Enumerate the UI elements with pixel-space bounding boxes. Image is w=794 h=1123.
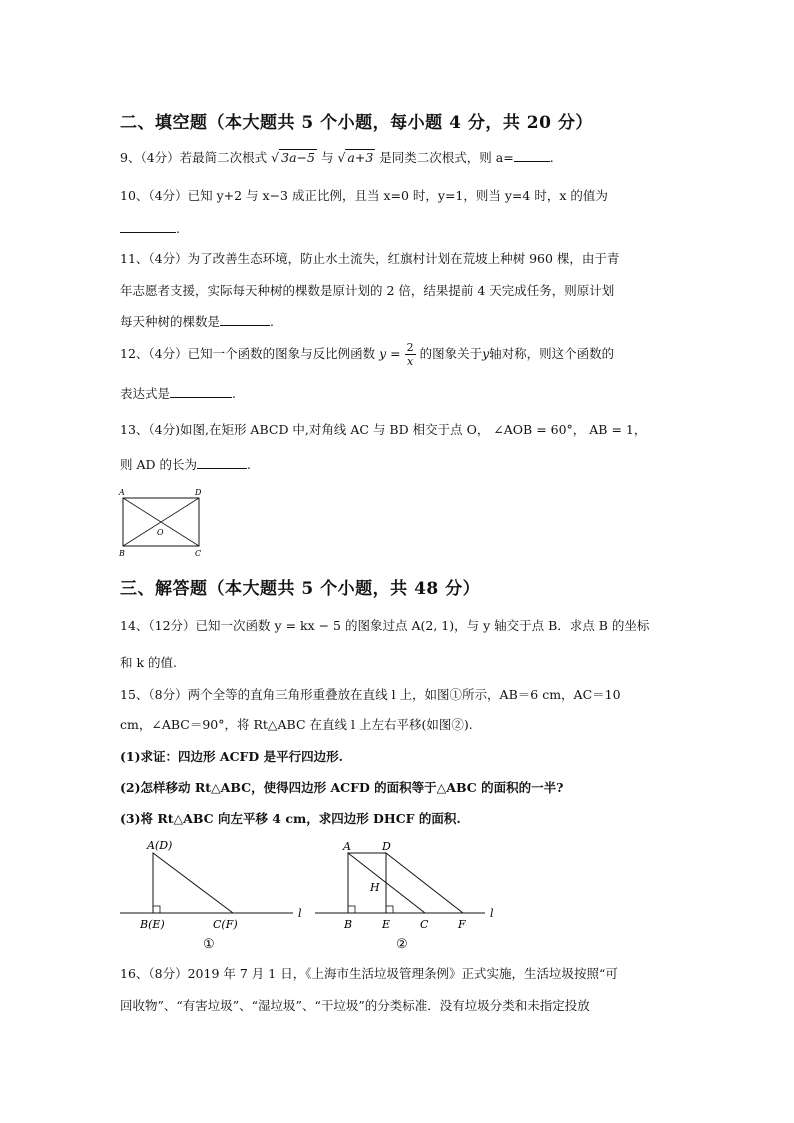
right-angle-mark-1 (153, 906, 160, 913)
q10-end: . (176, 221, 180, 236)
fraction-2-over-x (405, 341, 416, 368)
question-16-line-2: 回收物”、“有害垃圾”、“湿垃圾”、“干垃圾”的分类标准．没有垃圾分类和未指定投放 (120, 998, 590, 1013)
right-angle-mark-b (348, 906, 355, 913)
question-10: 10、（4分）已知 y+2 与 x−3 成正比例，且当 x=0 时，y=1，则当 y=4 时，x 的值为 (120, 188, 608, 203)
q9-text-mid: 与 (320, 150, 334, 165)
section-3-title: 三、解答题（本大题共 5 个小题，共 48 分） (120, 579, 481, 599)
q12-text-pre: 12、（4分）已知一个函数的图象与反比例函数 (120, 346, 376, 361)
figure-2 (310, 835, 510, 955)
right-angle-mark-e (386, 906, 393, 913)
label-b-e: B(E) (140, 918, 165, 931)
q9-end: . (549, 150, 554, 165)
figure-1-number: ① (203, 937, 215, 952)
label-a: A (119, 488, 125, 497)
answer-blank-13[interactable] (197, 456, 247, 469)
q12-text-post2: 轴对称，则这个函数的 (489, 346, 615, 361)
question-15-part-2: (2)怎样移动 Rt△ABC，使得四边形 ACFD 的面积等于△ABC 的面积的一半? (120, 780, 564, 795)
label-l-1: l (298, 907, 302, 920)
rectangle-figure (115, 485, 210, 560)
label-f: F (458, 918, 466, 931)
question-14-line-2: 和 k 的值. (120, 655, 177, 670)
label-d-2: D (382, 840, 391, 853)
triangle-def (386, 853, 463, 913)
q12-line2: 表达式是 (120, 386, 171, 401)
label-e: E (382, 918, 391, 931)
figure-1 (115, 835, 315, 955)
label-b-2: B (344, 918, 353, 931)
question-15-line-2: cm，∠ABC＝90°，将 Rt△ABC 在直线 l 上左右平移(如图②). (120, 717, 473, 732)
question-15-part-1: (1)求证：四边形 ACFD 是平行四边形. (120, 749, 343, 764)
label-h: H (370, 881, 380, 894)
question-9 (120, 149, 554, 167)
label-o: O (157, 528, 164, 537)
q12-text-post: 的图象关于 (419, 346, 483, 361)
label-d: D (195, 488, 202, 497)
question-13-line-2 (120, 456, 251, 474)
triangle-abc (153, 853, 233, 913)
question-11-line-1: 11、（4分）为了改善生态环境，防止水土流失，红旗村计划在荒坡上种树 960 棵，由于青 (120, 251, 620, 266)
sqrt-2: √ a+3 (337, 150, 374, 165)
label-l-2: l (490, 907, 494, 920)
q12-eq: = (386, 346, 405, 361)
question-12-line-2 (120, 385, 236, 403)
q9-text-pre: 9、（4分）若最简二次根式 (120, 150, 268, 165)
q12-yaxis: y (482, 346, 490, 361)
q11-text: 每天种树的棵数是 (120, 314, 221, 329)
question-10-blank-line (120, 220, 180, 238)
label-a-d: A(D) (147, 839, 173, 852)
answer-blank-10[interactable] (120, 220, 176, 233)
label-b: B (119, 549, 125, 558)
question-14-line-1: 14、（12分）已知一次函数 y = kx − 5 的图象过点 A(2, 1)，与 y 轴交于点 B．求点 B 的坐标 (120, 618, 650, 633)
figure-2-number: ② (396, 937, 408, 952)
label-c-f: C(F) (213, 918, 238, 931)
q12-y: y (379, 346, 387, 361)
question-12 (120, 340, 614, 368)
label-a-2: A (343, 840, 351, 853)
question-15-line-1: 15、（8分）两个全等的直角三角形重叠放在直线 l 上，如图①所示，AB＝6 cm，AC＝10 (120, 687, 621, 702)
q11-end: . (270, 314, 274, 329)
section-2-title: 二、填空题（本大题共 5 个小题，每小题 4 分，共 20 分） (120, 113, 593, 133)
question-11-line-3 (120, 313, 274, 331)
q9-text-post: 是同类二次根式，则 a= (379, 150, 514, 165)
frac-den: x (406, 355, 414, 368)
answer-blank-12[interactable] (170, 385, 232, 398)
label-c-2: C (420, 918, 429, 931)
q12-end: . (232, 386, 236, 401)
question-11-line-2: 年志愿者支援，实际每天种树的棵数是原计划的 2 倍，结果提前 4 天完成任务，则原计划 (120, 283, 615, 298)
question-15-part-3: (3)将 Rt△ABC 向左平移 4 cm，求四边形 DHCF 的面积. (120, 811, 461, 826)
frac-num: 2 (406, 341, 414, 354)
label-c: C (195, 549, 202, 558)
answer-blank-11[interactable] (220, 313, 270, 326)
question-13-line-1: 13、（4分)如图,在矩形 ABCD 中,对角线 AC 与 BD 相交于点 O， ∠AOB = 60°， AB = 1， (120, 422, 647, 437)
question-16-line-1: 16、（8分）2019 年 7 月 1 日，《上海市生活垃圾管理条例》正式实施，生活垃圾按照“可 (120, 966, 618, 981)
q13-end: . (247, 457, 251, 472)
answer-blank-9[interactable] (514, 149, 550, 162)
q13-line2: 则 AD 的长为 (120, 457, 197, 472)
sqrt-1: √ 3a−5 (271, 150, 315, 165)
